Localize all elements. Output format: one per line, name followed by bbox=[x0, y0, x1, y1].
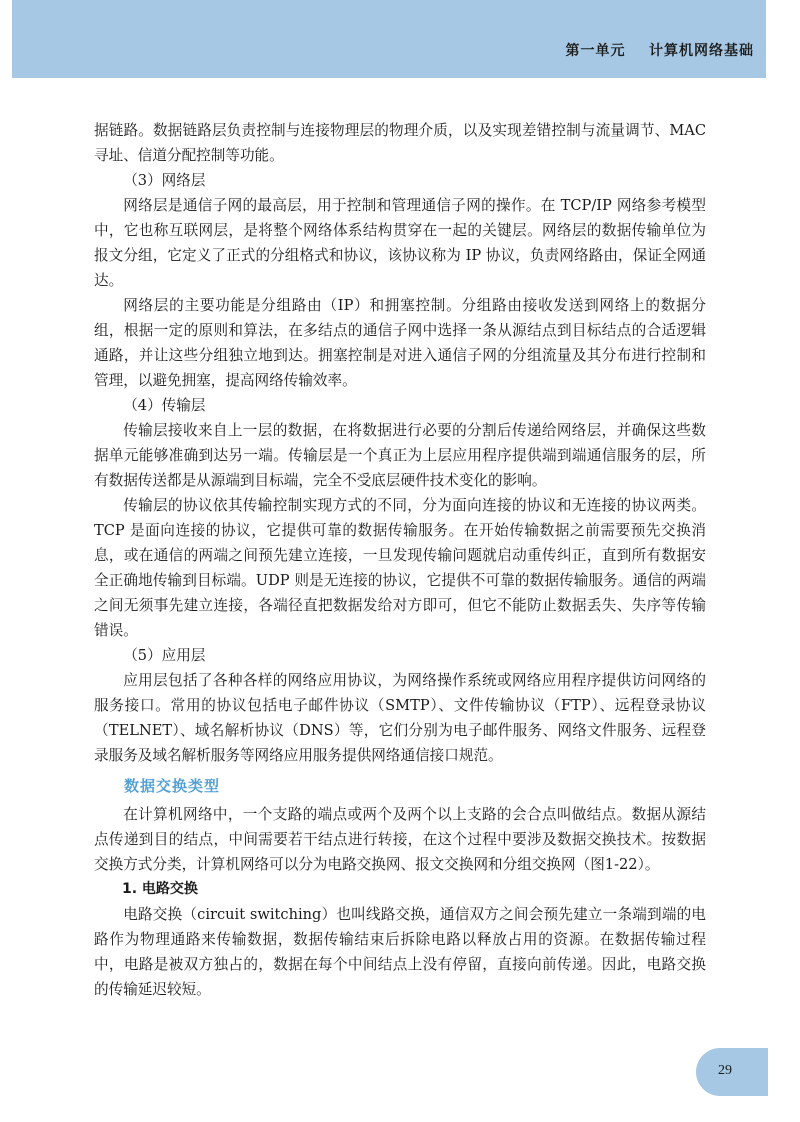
paragraph: 电路交换（circuit switching）也叫线路交换，通信双方之间会预先建立一条端到端的电路作为物理通路来传输数据，数据传输结束后拆除电路以释放占用的资源。在数据传输过程中，电路是被双方独占的，数据在每个中间结点上没有停留，直接向前传递。因此，电路交换的传输延迟较短。 bbox=[94, 906, 706, 998]
chapter-header-title: 第一单元 计算机网络基础 bbox=[565, 43, 754, 59]
paragraph: 网络层的主要功能是分组路由（IP）和拥塞控制。分组路由接收发送到网络上的数据分组，根据一定的原则和算法，在多结点的通信子网中选择一条从源结点到目标结点的合适逻辑通路，并让这些分组独立地到达。拥塞控制是对进入通信子网的分组流量及其分布进行控制和管理，以避免拥塞，提高网络传输效率。 bbox=[94, 297, 706, 389]
paragraph: 传输层的协议依其传输控制实现方式的不同，分为面向连接的协议和无连接的协议两类。TCP 是面向连接的协议，它提供可靠的数据传输服务。在开始传输数据之前需要预先交换消息，或在通信的两端之间预先建立连接，一旦发现传输问题就启动重传纠正，直到所有数据安全正确地传输到目标端。UDP 则是无连接的协议，它提供不可靠的数据传输服务。通信的两端之间无须事先建立连接，各端径直把数据发给对方即可，但它不能防止数据丢失、失序等传输错误。 bbox=[94, 497, 706, 639]
page-body bbox=[94, 118, 706, 1002]
section-heading-data-switching: 数据交换类型 bbox=[124, 777, 221, 795]
header-band bbox=[12, 0, 766, 78]
paragraph: 据链路。数据链路层负责控制与连接物理层的物理介质，以及实现差错控制与流量调节、MAC 寻址、信道分配控制等功能。 bbox=[94, 122, 706, 164]
paragraph: 应用层包括了各种各样的网络应用协议，为网络操作系统或网络应用程序提供访问网络的服务接口。常用的协议包括电子邮件协议（SMTP）、文件传输协议（FTP）、远程登录协议（TELNET）、域名解析协议（DNS）等，它们分别为电子邮件服务、网络文件服务、远程登录服务及域名解析服务等网络应用服务提供网络通信接口规范。 bbox=[94, 672, 706, 764]
subsection-heading-application-layer: （5）应用层 bbox=[123, 647, 206, 664]
subsection-heading-transport-layer: （4）传输层 bbox=[123, 397, 206, 414]
subheading-circuit-switching: 1. 电路交换 bbox=[122, 881, 198, 897]
subsection-heading-network-layer: （3）网络层 bbox=[123, 172, 206, 189]
paragraph: 在计算机网络中，一个支路的端点或两个及两个以上支路的会合点叫做结点。数据从源结点传递到目的结点，中间需要若干结点进行转接，在这个过程中要涉及数据交换技术。按数据交换方式分类，计算机网络可以分为电路交换网、报文交换网和分组交换网（图1-22）。 bbox=[94, 806, 706, 873]
paragraph: 网络层是通信子网的最高层，用于控制和管理通信子网的操作。在 TCP/IP 网络参考模型中，它也称互联网层，是将整个网络体系结构贯穿在一起的关键层。网络层的数据传输单位为报文分组，它定义了正式的分组格式和协议，该协议称为 IP 协议，负责网络路由，保证全网通达。 bbox=[94, 197, 706, 289]
page-number: 29 bbox=[718, 1063, 732, 1078]
page-number-tab bbox=[696, 1048, 768, 1096]
paragraph: 传输层接收来自上一层的数据，在将数据进行必要的分割后传递给网络层，并确保这些数据单元能够准确到达另一端。传输层是一个真正为上层应用程序提供端到端通信服务的层，所有数据传送都是从源端到目标端，完全不受底层硬件技术变化的影响。 bbox=[94, 422, 706, 489]
